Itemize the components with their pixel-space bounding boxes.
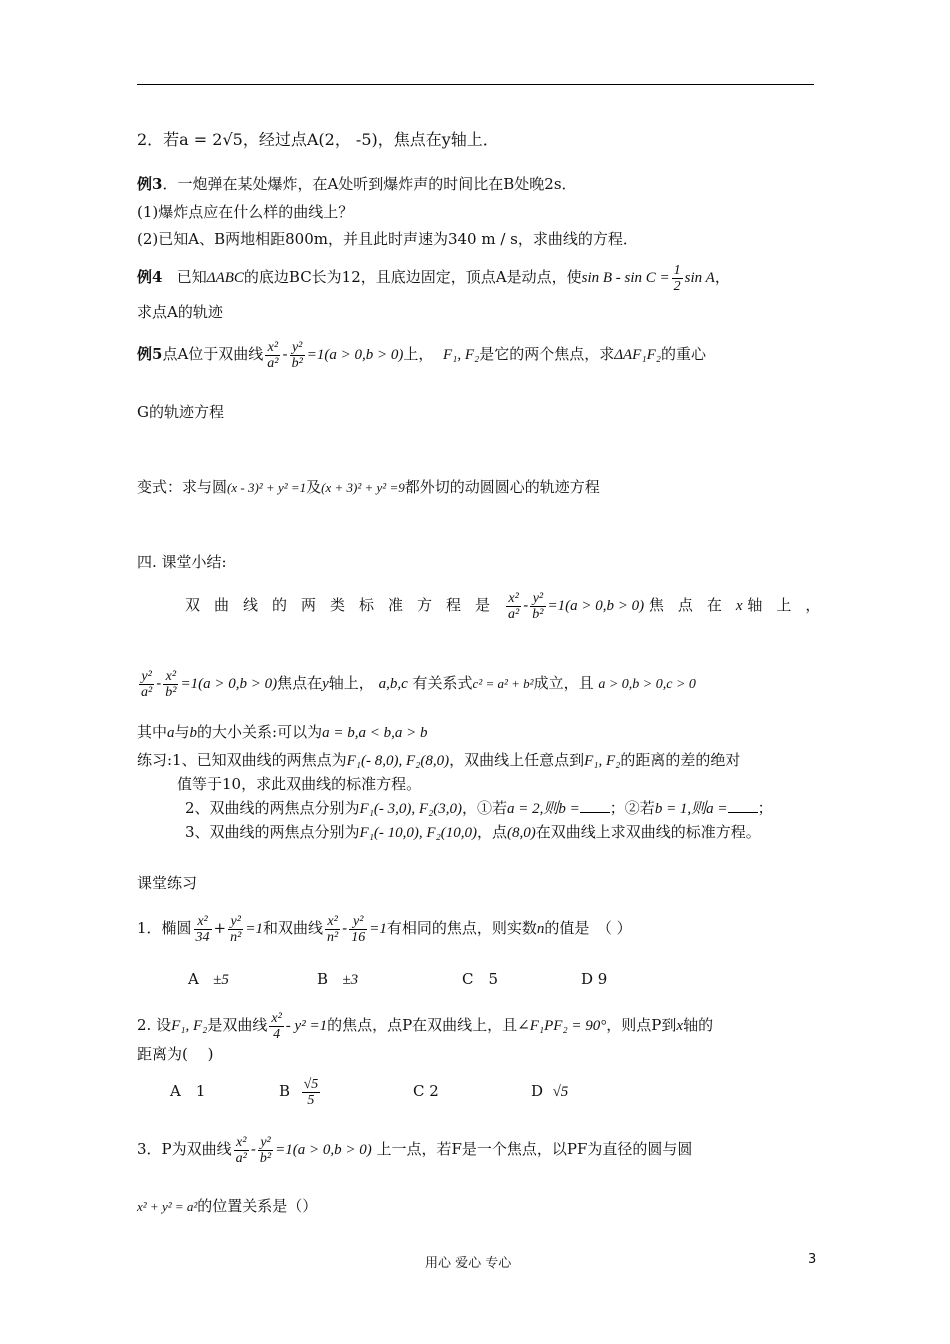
- header-rule: [137, 84, 814, 85]
- example-4-line2: 求点A的轨迹: [137, 303, 223, 321]
- q1-option-b: B ±3: [317, 970, 359, 988]
- footer-motto: 用心 爱心 专心: [425, 1256, 512, 1271]
- example-3: 例3．一炮弹在某处爆炸，在A处听到爆炸声的时间比在B处晚2s．: [137, 175, 577, 193]
- practice-1-line2: 值等于10，求此双曲线的标准方程。: [177, 775, 422, 793]
- example-3-q1: (1)爆炸点应在什么样的曲线上？: [137, 203, 354, 221]
- q2-option-a: A 1: [170, 1082, 206, 1100]
- q1-option-d: D 9: [581, 970, 608, 988]
- variant: 变式：求与圆(x - 3)² + y² =1及(x + 3)² + y² =9都外切的动圆圆心的轨迹方程: [137, 478, 600, 496]
- practice-2: 2、双曲线的两焦点分别为F₁(- 3,0), F₂(3,0)，①若a = 2,则b = ；②若b = 1,则a = ；: [185, 799, 773, 817]
- question-2-line2: 距离为( ): [137, 1045, 214, 1063]
- example-5-line2: G的轨迹方程: [137, 403, 224, 421]
- question-1: 1．椭圆 $\frac{\text{x²}}{34}$ + $\frac{\text{y²}}{\text{n²}}$ =1和双曲线 $\frac{\text{x²}}{\text{n²}}$ - $\frac{\text{y²}}{16}$ =1有相同的焦点，则实数n的值是 （ ）: [137, 913, 632, 945]
- class-practice-title: 课堂练习: [137, 874, 198, 892]
- example-3-q2: (2)已知A、B两地相距800m，并且此时声速为340 m / s，求曲线的方程．: [137, 230, 638, 248]
- q2-option-b: B $\frac{√5}{5}$: [279, 1076, 319, 1108]
- line-2-condition: 2．若a = 2√5，经过点A(2， -5)，焦点在y轴上．: [137, 130, 499, 149]
- example-5: 例5点A位于双曲线 $\frac{\text{x²}}{\text{a²}}$ - $\frac{\text{y²}}{\text{b²}}$ =1(a > 0,b > 0)上， F₁, F₂是它的两个焦点，求ΔAF₁F₂的重心: [137, 339, 706, 371]
- summary-line1: 双曲线的两类标准方程是 $\frac{\text{x²}}{\text{a²}}$ - $\frac{\text{y²}}{\text{b²}}$ =1(a > 0,b > 0) 焦点在x 轴上，: [185, 590, 835, 622]
- summary-line2: $\frac{\text{y²}}{\text{a²}}$ - $\frac{\text{x²}}{\text{b²}}$ =1(a > 0,b > 0)焦点在y轴上， a,b,c 有关系式c² = a² + b²成立，且 a > 0,b > 0,c > 0: [141, 668, 696, 700]
- question-2: 2. 设F₁, F₂是双曲线 $\frac{\text{x²}}{4}$ - y² =1的焦点，点P在双曲线上，且∠F₁PF₂ = 90°，则点P到x轴的: [137, 1010, 714, 1042]
- question-3-line2: x² + y² = a²的位置关系是（）: [137, 1197, 318, 1215]
- example-4: 例4 已知ΔABC的底边BC长为12，且底边固定，顶点A是动点，使sin B - sin C = $\frac{1}{2}$ sin A，: [137, 262, 730, 294]
- practice-3: 3、双曲线的两焦点分别为F₁(- 10,0), F₂(10,0)，点(8,0)在双曲线上求双曲线的标准方程。: [185, 823, 761, 841]
- q1-option-c: C 5: [462, 970, 499, 988]
- summary-title: 四. 课堂小结:: [137, 553, 227, 571]
- q2-option-c: C 2: [413, 1082, 439, 1100]
- question-3: 3．P为双曲线 $\frac{\text{x²}}{\text{a²}}$ - $\frac{\text{y²}}{\text{b²}}$ =1(a > 0,b > 0) 上一点，若F是一个焦点，以PF为直径的圆与圆: [137, 1134, 693, 1166]
- page-number: 3: [808, 1252, 817, 1267]
- q1-option-a: A ±5: [188, 970, 229, 988]
- summary-line3: 其中a与b的大小关系:可以为a = b,a < b,a > b: [137, 723, 428, 741]
- q2-option-d: D √5: [531, 1082, 569, 1100]
- practice-1: 练习:1、已知双曲线的两焦点为F₁(- 8,0), F₂(8,0)，双曲线上任意点到F₁, F₂的距离的差的绝对: [137, 751, 741, 769]
